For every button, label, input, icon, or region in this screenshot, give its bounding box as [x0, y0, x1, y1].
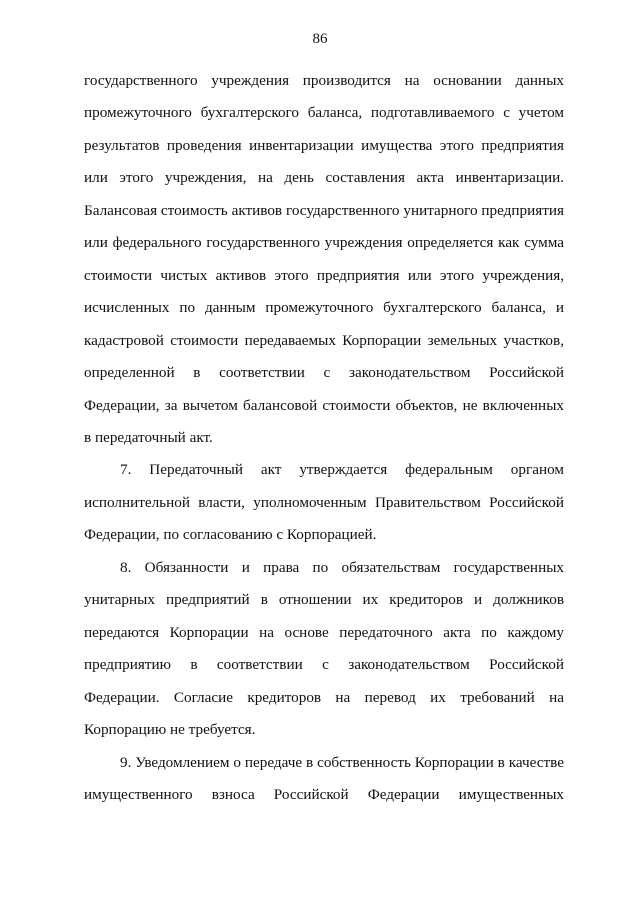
document-body	[84, 65, 564, 811]
paragraph-7: 7. Передаточный акт утверждается федеральным органом исполнительной власти, уполномоченным Правительством Российской Федерации, по согласованию с Корпорацией.	[84, 461, 564, 544]
paragraph-9: 9. Уведомлением о передаче в собственность Корпорации в качестве имущественного взноса Российской Федерации имущественных	[84, 753, 564, 803]
paragraph-continued: государственного учреждения производится на основании данных промежуточного бухгалтерского баланса, подготавливаемого с учетом результатов проведения инвентаризации имущества этого предприятия или этого учреждения, на день составления акта инвентаризации. Балансовая стоимость активов государственного унитарного предприятия или федерального государственного учреждения определяется как сумма стоимости чистых активов этого предприятия или этого учреждения, исчисленных по данным промежуточного бухгалтерского баланса, и кадастровой стоимости передаваемых Корпорации земельных участков, определенной в соответствии с законодательством Российской Федерации, за вычетом балансовой стоимости объектов, не включенных в передаточный акт.	[84, 72, 564, 446]
paragraph-8: 8. Обязанности и права по обязательствам государственных унитарных предприятий в отношении их кредиторов и должников передаются Корпорации на основе передаточного акта по каждому предприятию в соответствии с законодательством Российской Федерации. Согласие кредиторов на перевод их требований на Корпорацию не требуется.	[84, 558, 564, 739]
page-number: 86	[312, 31, 328, 47]
